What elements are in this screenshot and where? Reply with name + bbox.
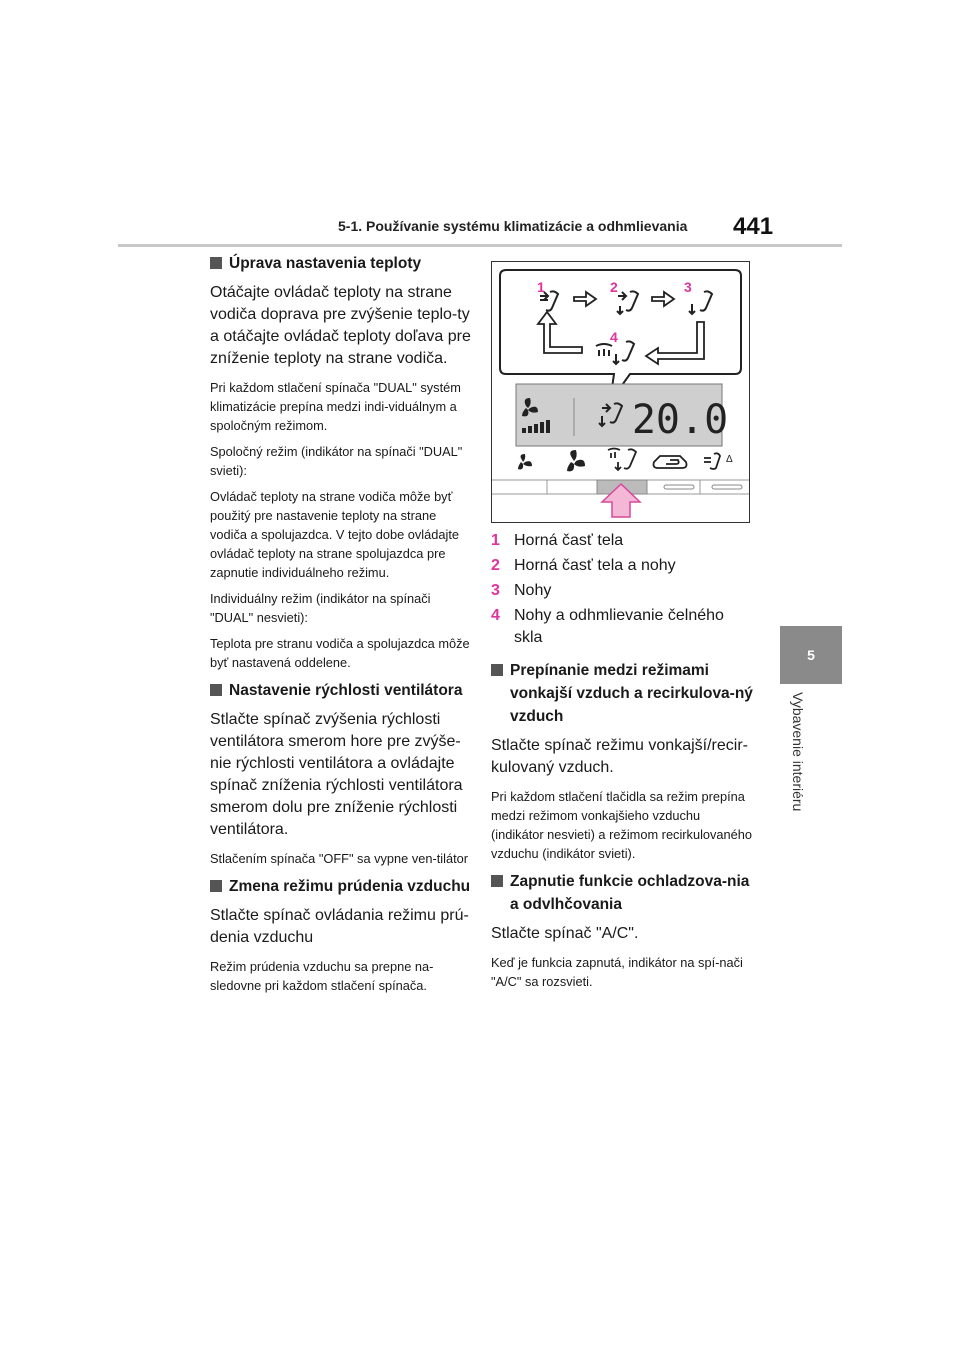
- ac-note: Keď je funkcia zapnutá, indikátor na spí-nači "A/C" sa rozsvieti.: [491, 955, 743, 989]
- bullet-square-icon: [491, 875, 503, 887]
- temp-note: Spoločný režim (indikátor na spínači "DUAL" svieti):: [210, 444, 463, 478]
- fan-body: Stlačte spínač zvýšenia rýchlosti ventilátora smerom hore pre zvýše-nie rýchlosti ventilátora a ovládajte spínač zníženia rýchlosti ventilátora smerom dolu pre zníženie rýchlosti ventilátora.: [210, 711, 463, 838]
- header-rule: [118, 244, 842, 247]
- recirc-note: Pri každom stlačení tlačidla sa režim prepína medzi režimom vonkajšieho vzduchu (indikátor nesvieti) a režimom recirkulovaného vzduchu (indikátor svieti).: [491, 789, 753, 861]
- bullet-square-icon: [210, 880, 222, 892]
- temp-note: Teplota pre stranu vodiča a spolujazdca môže byť nastavená oddelene.: [210, 636, 470, 670]
- temp-heading: Úprava nastavenia teploty: [210, 252, 472, 275]
- fan-heading: Nastavenie rýchlosti ventilátora: [210, 679, 472, 702]
- chapter-tab-number: 5: [780, 626, 842, 684]
- recirculation-icon: [654, 456, 687, 468]
- temp-body: Otáčajte ovládač teploty na strane vodiča doprava pre zvýšenie teplo-ty a otáčajte ovládač teploty doľava pre zníženie teploty na strane vodiča.: [210, 284, 471, 367]
- recirc-body: Stlačte spínač režimu vonkajší/recir-kulovaný vzduch.: [491, 737, 748, 776]
- fan-note: Stlačením spínača "OFF" sa vypne ven-tilátor: [210, 851, 469, 866]
- list-item: 3 Nohy: [491, 582, 552, 599]
- recirc-heading: Prepínanie medzi režimami vonkajší vzduch a recirkulova-ný vzduch: [491, 659, 755, 728]
- right-column: [491, 524, 755, 998]
- list-item: 2 Horná časť tela a nohy: [491, 557, 676, 574]
- airflow-note: Režim prúdenia vzduchu sa prepne na-sledovne pri každom stlačení spínača.: [210, 959, 434, 993]
- left-column: [210, 252, 472, 1002]
- section-title: 5-1. Používanie systému klimatizácie a odhmlievania: [338, 218, 688, 234]
- climate-panel-figure: [491, 261, 750, 523]
- fan-low-icon: [518, 454, 532, 469]
- airflow-heading: Zmena režimu prúdenia vzduchu: [210, 875, 472, 898]
- callout-number: 3: [684, 279, 692, 295]
- callout-number: 4: [610, 329, 618, 345]
- face-vent-button-icon: [704, 453, 720, 469]
- bullet-square-icon: [491, 664, 503, 676]
- ac-heading: Zapnutie funkcie ochladzova-nia a odvlhčovania: [491, 870, 755, 916]
- page-number: 441: [733, 213, 774, 240]
- list-item: 1 Horná časť tela: [491, 532, 624, 549]
- airflow-mode-illustration: [492, 262, 749, 522]
- airflow-mode-list: [491, 530, 755, 649]
- airflow-body: Stlačte spínač ovládania režimu prú-denia vzduchu: [210, 907, 469, 946]
- callout-number: 1: [537, 279, 545, 295]
- button-indicator: [664, 485, 694, 489]
- temp-note: Pri každom stlačení spínača "DUAL" systém klimatizácie prepína medzi indi-viduálnym a spoločným režimom.: [210, 380, 461, 433]
- ac-body: Stlačte spínač "A/C".: [491, 925, 639, 942]
- bullet-square-icon: [210, 684, 222, 696]
- temp-note: Individuálny režim (indikátor na spínači "DUAL" nesvieti):: [210, 591, 431, 625]
- chapter-tab-label: Vybavenie interiéru: [790, 692, 806, 812]
- lcd-temperature: 20.0: [631, 397, 729, 443]
- list-item: 4 Nohy a odhmlievanie čelného skla: [491, 607, 724, 646]
- fan-high-icon: [567, 450, 585, 471]
- defrost-foot-button-icon: [608, 449, 636, 471]
- bullet-square-icon: [210, 257, 222, 269]
- temp-note: Ovládač teploty na strane vodiča môže byť použitý pre nastavenie teploty na strane vodiča a spolujazdca. V tejto dobe ovládajte ovládač teploty na strane spolujazdca pre zapnutie individuálneho režimu.: [210, 489, 459, 580]
- callout-number: 2: [610, 279, 618, 295]
- button-indicator: [712, 485, 742, 489]
- button-partial-label: Δ: [726, 454, 733, 465]
